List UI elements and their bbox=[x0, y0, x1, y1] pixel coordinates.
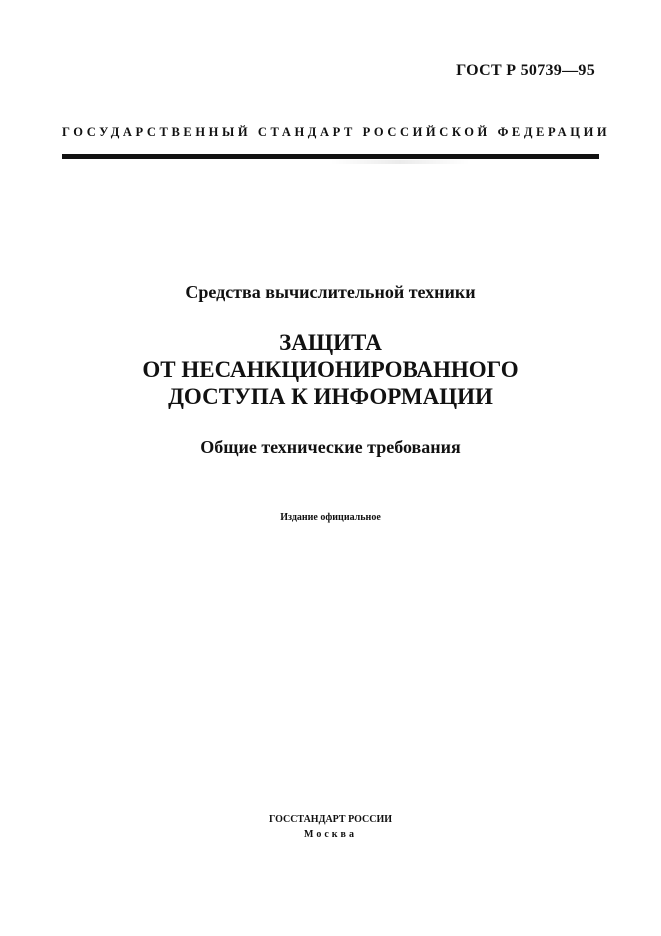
document-title bbox=[0, 329, 661, 410]
standard-header: ГОСУДАРСТВЕННЫЙ СТАНДАРТ РОССИЙСКОЙ ФЕДЕРАЦИИ bbox=[62, 125, 611, 139]
title-line-1: ЗАЩИТА bbox=[279, 330, 382, 355]
document-subject: Средства вычислительной техники bbox=[185, 282, 476, 302]
publication-city: Москва bbox=[304, 829, 357, 840]
publisher: ГОССТАНДАРТ РОССИИ bbox=[268, 814, 393, 825]
title-line-2: ОТ НЕСАНКЦИОНИРОВАННОГО bbox=[142, 357, 519, 382]
document-code: ГОСТ Р 50739—95 bbox=[456, 62, 595, 79]
edition-label: Издание официальное bbox=[280, 512, 381, 523]
header-rule bbox=[62, 154, 599, 159]
title-line-3: ДОСТУПА К ИНФОРМАЦИИ bbox=[168, 384, 493, 409]
document-subtitle: Общие технические требования bbox=[200, 437, 461, 457]
bleed-through-mark bbox=[330, 160, 470, 164]
